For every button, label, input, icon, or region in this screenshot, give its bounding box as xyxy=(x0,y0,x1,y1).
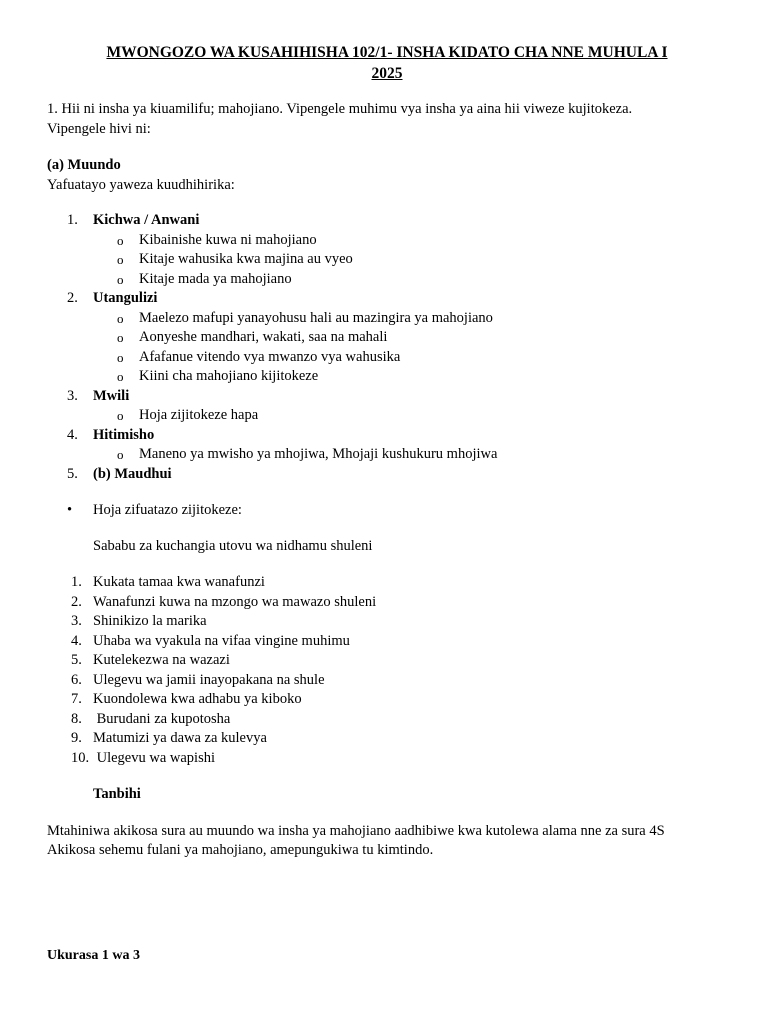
muundo-section xyxy=(47,387,727,426)
hoja-item xyxy=(47,690,727,710)
section-number: 5. xyxy=(67,465,78,482)
section-point xyxy=(93,348,727,368)
circle-bullet-icon: o xyxy=(117,408,124,423)
hoja-text: Matumizi ya dawa za kulevya xyxy=(93,730,267,746)
hoja-number: 6. xyxy=(71,671,82,688)
muundo-subtext: Yafuatayo yaweza kuudhihirika: xyxy=(47,176,235,193)
tanbihi-line-1: Mtahiniwa akikosa sura au muundo wa insha ya mahojiano aadhibiwe kwa kutolewa alama nne za sura 4S xyxy=(47,822,665,839)
muundo-sections-list xyxy=(47,211,727,484)
hoja-text: Burudani za kupotosha xyxy=(93,710,231,727)
hoja-item xyxy=(47,573,727,593)
section-point xyxy=(93,270,727,290)
muundo-section xyxy=(47,211,727,289)
section-point xyxy=(93,406,727,426)
hoja-number: 9. xyxy=(71,730,82,746)
hoja-number: 2. xyxy=(71,593,82,610)
section-point xyxy=(93,367,727,387)
muundo-section xyxy=(47,289,727,387)
point-text: Kitaje mada ya mahojiano xyxy=(139,270,292,287)
hoja-number: 5. xyxy=(71,652,82,668)
circle-bullet-icon: o xyxy=(117,330,124,345)
section-points xyxy=(93,231,727,290)
maudhui-bullet-text: Hoja zifuatazo zijitokeze: xyxy=(93,502,242,518)
section-label: Utangulizi xyxy=(93,290,158,306)
title-line-2: 2025 xyxy=(371,65,403,82)
hoja-text: Ulegevu wa wapishi xyxy=(93,749,216,766)
hoja-text: Ulegevu wa jamii inayopakana na shule xyxy=(93,671,325,688)
hoja-number: 10. xyxy=(71,749,90,766)
section-label: (b) Maudhui xyxy=(93,465,172,482)
hoja-text: Shinikizo la marika xyxy=(93,613,207,629)
hoja-item xyxy=(47,632,727,652)
tanbihi-paragraph xyxy=(47,822,727,861)
section-label: Mwili xyxy=(93,387,130,404)
section-point xyxy=(93,445,727,465)
circle-bullet-icon: o xyxy=(117,310,124,326)
muundo-section xyxy=(47,465,727,485)
hoja-item xyxy=(47,710,727,730)
section-label: Hitimisho xyxy=(93,426,155,443)
muundo-section xyxy=(47,426,727,465)
intro-paragraph xyxy=(47,100,727,139)
section-number: 2. xyxy=(67,290,78,306)
muundo-heading: (a) Muundo xyxy=(47,157,121,173)
section-label: Kichwa / Anwani xyxy=(93,212,200,228)
point-text: Aonyeshe mandhari, wakati, saa na mahali xyxy=(139,329,388,345)
section-number: 4. xyxy=(67,426,78,443)
page-title xyxy=(47,42,727,84)
bullet-dot: • xyxy=(67,502,73,518)
hoja-item xyxy=(47,749,727,769)
section-points xyxy=(93,309,727,387)
section-number: 1. xyxy=(67,212,78,228)
intro-line-1: 1. Hii ni insha ya kiuamilifu; mahojiano. Vipengele muhimu vya insha ya aina hii viweze kujitokeza. xyxy=(47,101,633,117)
hoja-number: 1. xyxy=(71,574,82,590)
hoja-item xyxy=(47,671,727,691)
point-text: Afafanue vitendo vya mwanzo vya wahusika xyxy=(139,348,401,365)
section-point xyxy=(93,250,727,270)
point-text: Kitaje wahusika kwa majina au vyeo xyxy=(139,251,353,267)
tanbihi-line-2: Akikosa sehemu fulani ya mahojiano, amepungukiwa tu kimtindo. xyxy=(47,842,434,858)
section-points xyxy=(93,406,727,426)
hoja-text: Kuondolewa kwa adhabu ya kiboko xyxy=(93,691,302,707)
circle-bullet-icon: o xyxy=(117,349,124,365)
circle-bullet-icon: o xyxy=(117,271,124,287)
hoja-item xyxy=(47,612,727,632)
section-number: 3. xyxy=(67,387,78,404)
hoja-list xyxy=(47,573,727,768)
maudhui-bullet xyxy=(47,501,727,521)
title-line-1: MWONGOZO WA KUSAHIHISHA 102/1- INSHA KIDATO CHA NNE MUHULA I xyxy=(106,44,668,61)
hoja-text: Uhaba wa vyakula na vifaa vingine muhimu xyxy=(93,632,350,649)
intro-line-2: Vipengele hivi ni: xyxy=(47,120,151,137)
hoja-item xyxy=(47,729,727,749)
section-point xyxy=(93,309,727,329)
tanbihi-heading: Tanbihi xyxy=(93,786,141,802)
point-text: Maneno ya mwisho ya mhojiwa, Mhojaji kushukuru mhojiwa xyxy=(139,446,498,462)
point-text: Maelezo mafupi yanayohusu hali au mazingira ya mahojiano xyxy=(139,309,493,326)
hoja-text: Kukata tamaa kwa wanafunzi xyxy=(93,574,265,590)
section-points xyxy=(93,445,727,465)
point-text: Hoja zijitokeze hapa xyxy=(139,407,259,423)
hoja-item xyxy=(47,593,727,613)
hoja-number: 4. xyxy=(71,632,82,649)
hoja-item xyxy=(47,651,727,671)
point-text: Kibainishe kuwa ni mahojiano xyxy=(139,231,317,248)
section-point xyxy=(93,328,727,348)
hoja-text: Kutelekezwa na wazazi xyxy=(93,652,230,668)
sababu-heading: Sababu za kuchangia utovu wa nidhamu shuleni xyxy=(93,537,373,554)
hoja-number: 8. xyxy=(71,710,82,727)
hoja-number: 3. xyxy=(71,613,82,629)
point-text: Kiini cha mahojiano kijitokeze xyxy=(139,368,319,384)
circle-bullet-icon: o xyxy=(117,447,124,462)
circle-bullet-icon: o xyxy=(117,232,124,248)
circle-bullet-icon: o xyxy=(117,252,124,267)
page-footer: Ukurasa 1 wa 3 xyxy=(47,948,140,963)
circle-bullet-icon: o xyxy=(117,369,124,384)
hoja-text: Wanafunzi kuwa na mzongo wa mawazo shuleni xyxy=(93,593,377,610)
document-page xyxy=(47,42,727,861)
section-point xyxy=(93,231,727,251)
hoja-number: 7. xyxy=(71,691,82,707)
